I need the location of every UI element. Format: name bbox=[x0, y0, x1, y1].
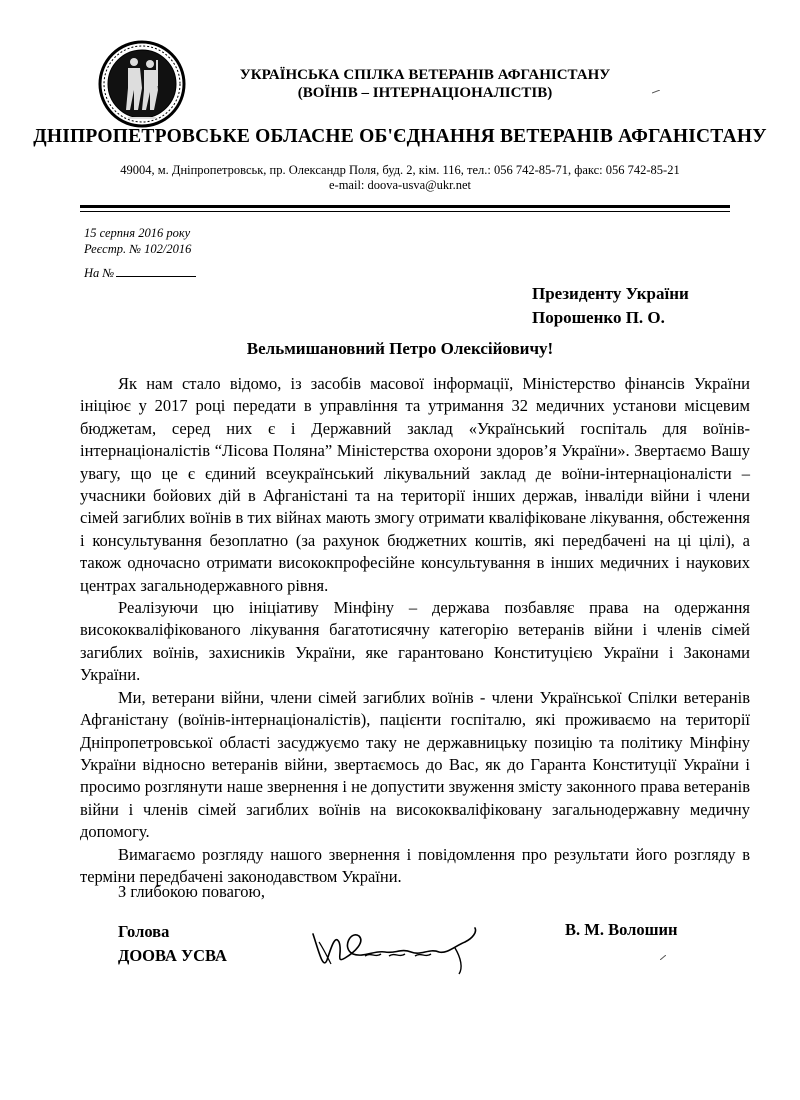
org-name-line1: УКРАЇНСЬКА СПІЛКА ВЕТЕРАНІВ АФГАНІСТАНУ bbox=[239, 67, 611, 83]
header-divider-thin bbox=[80, 211, 730, 212]
letter-body bbox=[80, 373, 750, 888]
org-email: e-mail: doova-usva@ukr.net bbox=[328, 178, 472, 192]
org-main-title: ДНІПРОПЕТРОВСЬКЕ ОБЛАСНЕ ОБ'ЄДНАННЯ ВЕТЕРАНІВ АФГАНІСТАНУ bbox=[33, 126, 767, 147]
reference-number-field bbox=[84, 266, 196, 281]
addressee-title: Президенту України bbox=[532, 284, 689, 303]
scan-speck-icon bbox=[652, 90, 660, 94]
addressee-block bbox=[532, 282, 689, 330]
org-name-line2: (ВОЇНІВ – ІНТЕРНАЦІОНАЛІСТІВ) bbox=[297, 85, 553, 101]
handwritten-signature bbox=[305, 912, 485, 982]
header-divider-thick bbox=[80, 205, 730, 208]
letter-date: 15 серпня 2016 року bbox=[84, 226, 191, 240]
reference-blank-line bbox=[116, 276, 196, 277]
organization-logo-icon bbox=[98, 38, 186, 130]
body-paragraph: Реалізуючи цю ініціативу Мінфіну – держава позбавляє права на одержання висококваліфікованого лікування багатотисячну категорію ветеранів війни і членів сімей загиблих воїнів, захисників України, яке гарантовано Конституцією України і Законами України. bbox=[80, 598, 750, 685]
addressee-name: Порошенко П. О. bbox=[532, 308, 665, 327]
org-address: 49004, м. Дніпропетровськ, пр. Олександр Поля, буд. 2, кім. 116, тел.: 056 742-85-71, факс: 056 742-85-21 bbox=[120, 163, 680, 177]
registry-number: Реєстр. № 102/2016 bbox=[84, 242, 192, 256]
scan-speck-icon bbox=[660, 955, 666, 960]
body-paragraph: Вимагаємо розгляду нашого звернення і повідомлення про результати його розгляду в терміни передбачені законодавством України. bbox=[80, 844, 750, 886]
reference-label: На № bbox=[84, 266, 115, 280]
signatory-organization: ДООВА УСВА bbox=[118, 946, 227, 965]
signatory-name: В. М. Волошин bbox=[565, 920, 678, 939]
signatory-position bbox=[118, 920, 227, 968]
signatory-title: Голова bbox=[118, 922, 170, 941]
body-paragraph: Як нам стало відомо, із засобів масової інформації, Міністерство фінансів України ініціює у 2017 році передати в управління та утримання 32 медичних установи місцевим бюджетам, серед них є і Державний заклад «Український госпіталь для воїнів-інтернаціоналістів “Лісова Поляна” Міністерства охорони здоров’я України». Звертаємо Вашу увагу, що це є єдиний всеукраїнський лікувальний заклад де воїни-інтернаціоналісти – учасники бойових дій в Афганістані та на території інших держав, інваліди війни і члени сімей загиблих воїнів в тих війнах мають змогу отримати кваліфіковане лікування, обстеження і консультування безоплатно (за рахунок бюджетних коштів, які передбачені на ці цілі), а також одночасно отримати висококпрофесійне консультування в інших медичних і наукових центрах загальнодержавного рівня. bbox=[80, 374, 750, 595]
salutation: Вельмишановний Петро Олексійовичу! bbox=[246, 339, 554, 358]
closing-phrase: З глибокою повагою, bbox=[118, 882, 265, 901]
body-paragraph: Ми, ветерани війни, члени сімей загиблих воїнів - члени Української Спілки ветеранів Афганістану (воїнів-інтернаціоналістів), пацієнти госпіталю, які проживаємо на території Дніпропетровської області засуджуємо таку не державницьку позицію та політику Мінфіну України відносно ветеранів війни, звертаємось до Вас, як до Гаранта Конституції України і просимо розглянути наше звернення і не допустити звуження змісту законного права ветеранів війни і членів сімей загиблих воїнів на висококваліфіковану загальнодержавну медичну допомогу. bbox=[80, 687, 750, 842]
